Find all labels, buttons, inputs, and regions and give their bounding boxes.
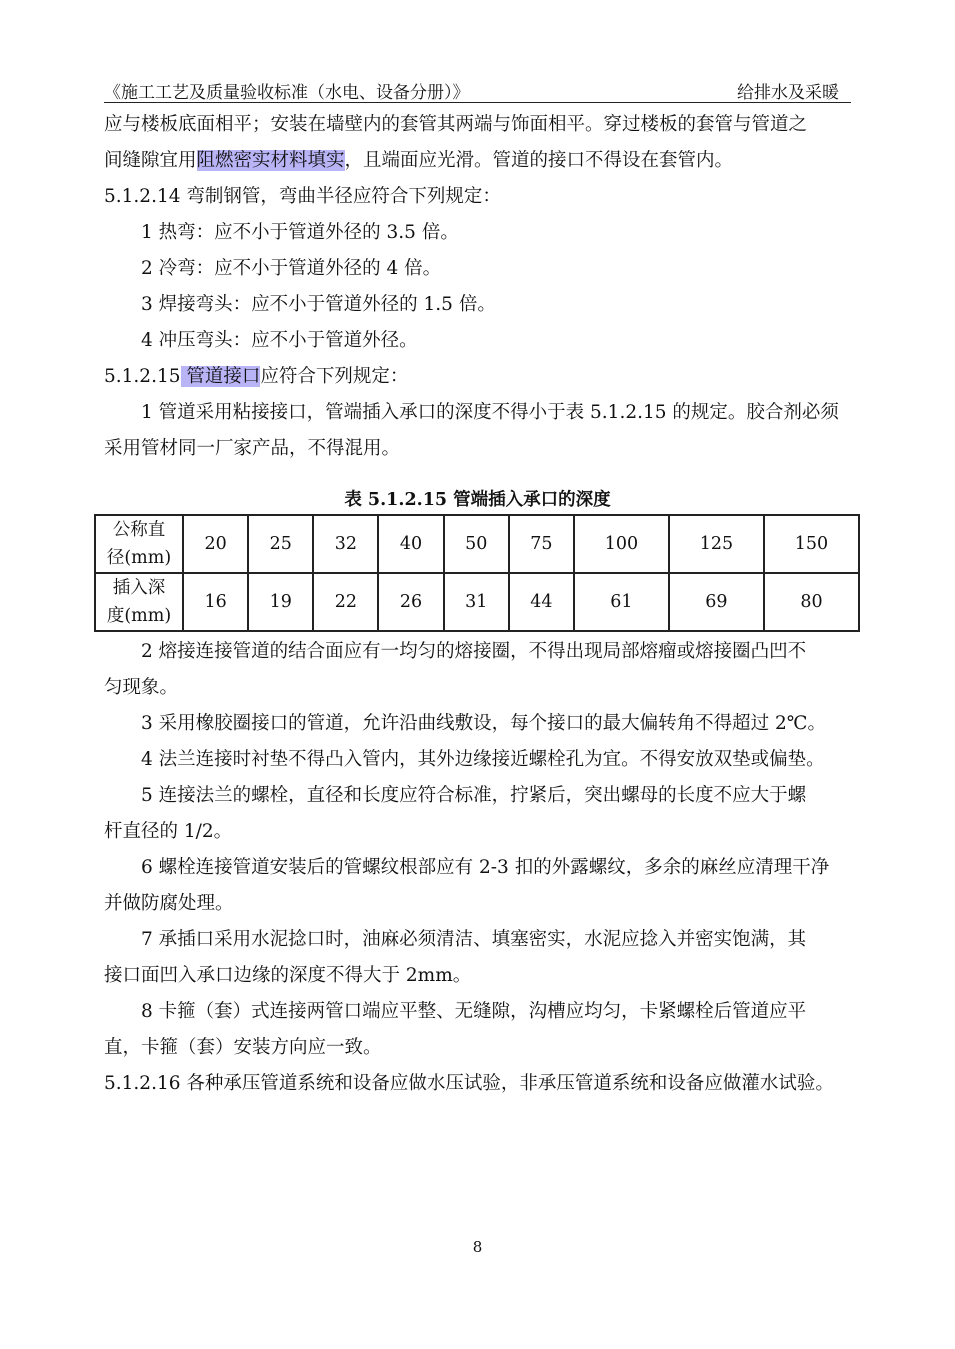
clause-5-1-2-15 <box>104 359 852 395</box>
header-section-title: 给排水及采暖 <box>737 83 839 103</box>
table-row <box>95 573 859 631</box>
list-item: 3 焊接弯头：应不小于管道外径的 1.5 倍。 <box>141 294 496 315</box>
text-segment: 应符合下列规定： <box>260 366 409 387</box>
table-cell: 44 <box>509 573 574 631</box>
table-cell: 125 <box>669 515 764 573</box>
header-book-title: 《施工工艺及质量验收标准（水电、设备分册）》 <box>104 83 470 103</box>
table-cell: 22 <box>313 573 378 631</box>
clause-number: 5.1.2.15 <box>104 366 181 387</box>
text-segment: 间缝隙宜用 <box>104 150 197 171</box>
text-segment: ，且端面应光滑。管道的接口不得设在套管内。 <box>344 150 734 171</box>
list-item: 2 冷弯：应不小于管道外径的 4 倍。 <box>141 258 442 279</box>
paragraph-line: 匀现象。 <box>104 677 179 698</box>
paragraph-line: 8 卡箍（套）式连接两管口端应平整、无缝隙，沟槽应均匀，卡紧螺栓后管道应平 <box>141 1001 807 1022</box>
page-number: 8 <box>472 1238 483 1256</box>
table-cell: 80 <box>764 573 859 631</box>
paragraph-line: 1 管道采用粘接接口，管端插入承口的深度不得小于表 5.1.2.15 的规定。胶合剂必须 <box>141 402 839 423</box>
table-cell: 31 <box>444 573 509 631</box>
table-cell: 16 <box>183 573 248 631</box>
paragraph-line: 直，卡箍（套）安装方向应一致。 <box>104 1037 382 1058</box>
table-caption: 表 5.1.2.15 管端插入承口的深度 <box>344 490 611 510</box>
table-cell: 40 <box>378 515 443 573</box>
table-cell: 32 <box>313 515 378 573</box>
paragraph-line: 采用管材同一厂家产品，不得混用。 <box>104 438 401 459</box>
paragraph-line: 5 连接法兰的螺栓，直径和长度应符合标准，拧紧后，突出螺母的长度不应大于螺 <box>141 785 807 806</box>
highlighted-text: 阻燃密实材料填实 <box>196 150 345 171</box>
table-cell: 19 <box>248 573 313 631</box>
paragraph-line: 接口面凹入承口边缘的深度不得大于 2mm。 <box>104 965 472 986</box>
body-text-top <box>104 107 852 467</box>
insertion-depth-table <box>94 514 860 632</box>
paragraph-line: 杆直径的 1/2。 <box>104 821 233 842</box>
clause-5-1-2-16: 5.1.2.16 各种承压管道系统和设备应做水压试验，非承压管道系统和设备应做灌水试验。 <box>104 1073 834 1094</box>
clause-5-1-2-14: 5.1.2.14 弯制钢管，弯曲半径应符合下列规定： <box>104 186 501 207</box>
paragraph-line <box>104 143 852 179</box>
row-header-depth <box>95 573 183 631</box>
table-cell: 150 <box>764 515 859 573</box>
table-cell: 20 <box>183 515 248 573</box>
paragraph-line: 2 熔接连接管道的结合面应有一均匀的熔接圈，不得出现局部熔瘤或熔接圈凸凹不 <box>141 641 807 662</box>
row-header-diameter <box>95 515 183 573</box>
list-item: 4 冲压弯头：应不小于管道外径。 <box>141 330 418 351</box>
paragraph-line: 7 承插口采用水泥捻口时，油麻必须清洁、填塞密实，水泥应捻入并密实饱满，其 <box>141 929 807 950</box>
header-line: 度(mm) <box>106 606 172 626</box>
header-line: 公称直 <box>112 520 166 540</box>
paragraph-line: 4 法兰连接时衬垫不得凸入管内，其外边缘接近螺栓孔为宜。不得安放双垫或偏垫。 <box>141 749 825 770</box>
paragraph-line: 6 螺栓连接管道安装后的管螺纹根部应有 2-3 扣的外露螺纹，多余的麻丝应清理干净 <box>141 857 830 878</box>
table-cell: 25 <box>248 515 313 573</box>
highlighted-text: 管道接口 <box>180 366 261 387</box>
table-row <box>95 515 859 573</box>
paragraph-line: 应与楼板底面相平；安装在墙壁内的套管其两端与饰面相平。穿过楼板的套管与管道之 <box>104 114 808 135</box>
table-cell: 75 <box>509 515 574 573</box>
header-line: 插入深 <box>112 578 166 598</box>
table-cell: 61 <box>574 573 669 631</box>
table-cell: 100 <box>574 515 669 573</box>
paragraph-line: 3 采用橡胶圈接口的管道，允许沿曲线敷设，每个接口的最大偏转角不得超过 2℃。 <box>141 713 826 734</box>
list-item: 1 热弯：应不小于管道外径的 3.5 倍。 <box>141 222 459 243</box>
header-line: 径(mm) <box>106 548 172 568</box>
page-header <box>104 78 851 103</box>
table-cell: 50 <box>444 515 509 573</box>
table-cell: 69 <box>669 573 764 631</box>
paragraph-line: 并做防腐处理。 <box>104 893 234 914</box>
body-text-bottom <box>104 634 852 1102</box>
table-cell: 26 <box>378 573 443 631</box>
